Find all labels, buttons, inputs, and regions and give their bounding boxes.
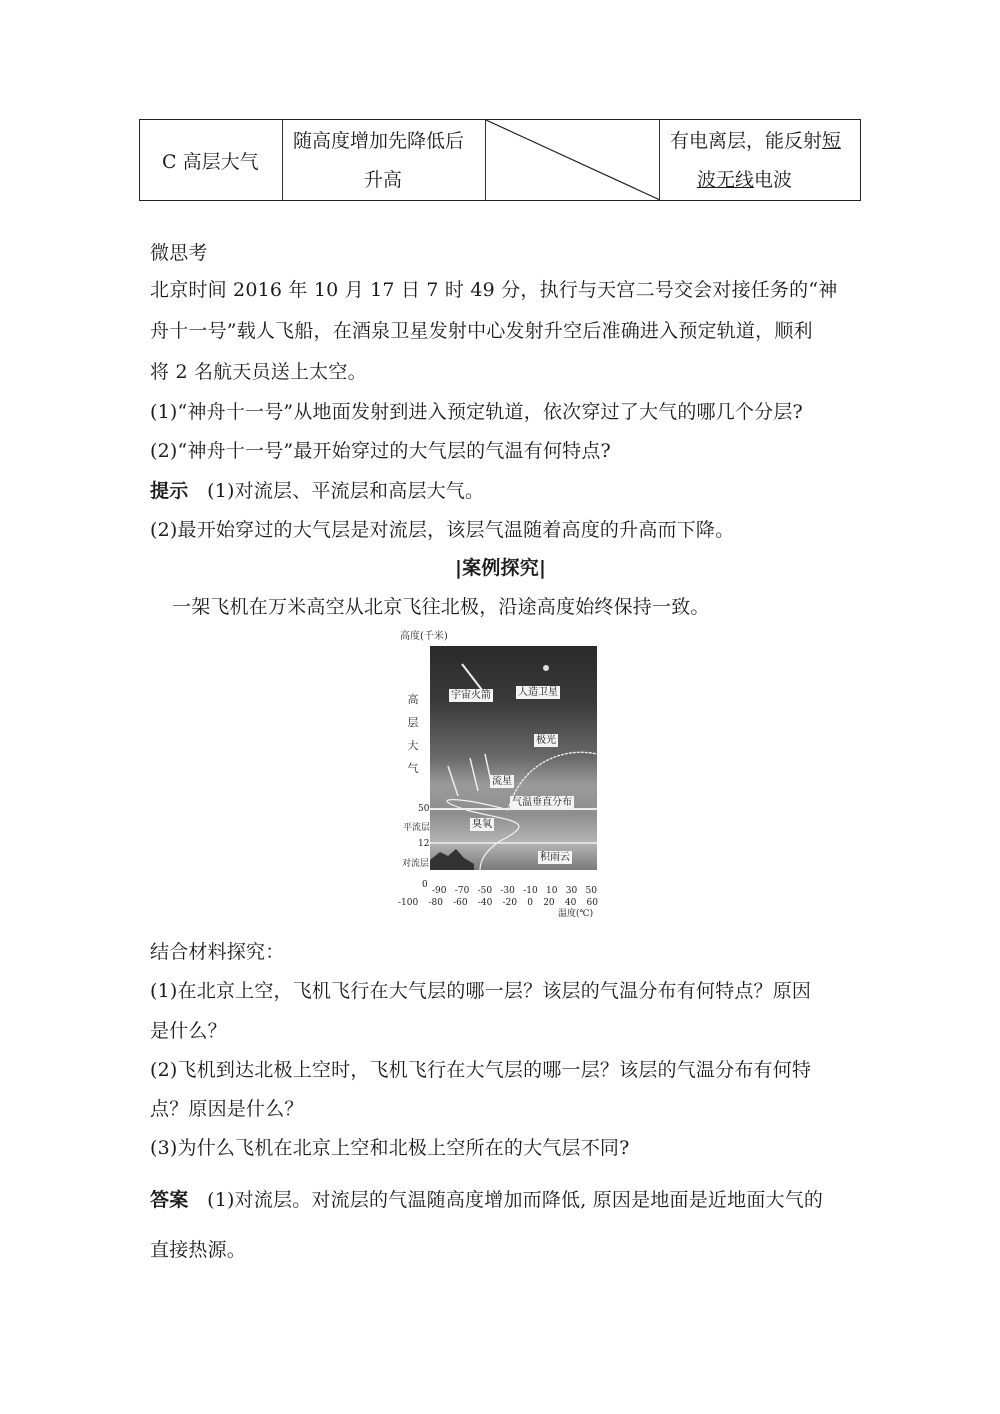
layer-name: C 高层大气 [162,151,259,173]
temperature-text-2: 升高 [364,169,403,191]
paragraph-line: 将 2 名航天员送上太空。 [150,361,367,383]
paragraph-line: 北京时间 2016 年 10 月 17 日 7 时 49 分，执行与天宫二号交会对接任务的“神 [150,279,838,301]
upper-layer-label: 高 层 大 气 [407,693,419,775]
label-temp-profile: 气温垂直分布 [512,797,572,808]
cell-empty-diagonal [485,120,659,200]
label-ozone: 臭氧 [472,819,492,830]
answer-line: 答案 (1)对流层。对流层的气温随高度增加而降低, 原因是地面是近地面大气的 [150,1189,824,1211]
figure-image [430,646,597,870]
diagonal-line-icon [486,120,660,200]
y-tick: 50 [418,804,430,814]
answer-label: 答案 [150,1189,189,1211]
temperature-text-1: 随高度增加先降低后 [293,130,465,152]
question-line: (2)“神舟十一号”最开始穿过的大气层的气温有何特点? [150,440,611,462]
label-aurora: 极光 [536,735,556,746]
stratosphere-label: 平流层 [403,823,431,833]
cell-temperature [282,120,485,200]
question-line: (1)“神舟十一号”从地面发射到进入预定轨道，依次穿过了大气的哪几个分层? [150,401,803,423]
hint-line: (2)最开始穿过的大气层是对流层，该层气温随着高度的升高而下降。 [150,519,735,541]
hint-label: 提示 [150,480,189,502]
x-axis-title: 温度(℃) [558,909,594,919]
hint-line: 提示 (1)对流层、平流层和高层大气。 [150,480,485,502]
explore-heading: 结合材料探究： [150,941,285,963]
x-ticks-bottom: -100 -80 -60 -40 -20 0 20 40 60 [398,898,598,908]
explore-line: 点？原因是什么？ [150,1098,304,1120]
explore-line: (3)为什么飞机在北京上空和北极上空所在的大气层不同? [150,1137,630,1159]
y-tick: 0 [422,880,428,890]
cell-features [659,120,861,200]
troposphere-label: 对流层 [402,859,430,869]
answer-line-2: 直接热源。 [150,1239,247,1261]
cell-layer [139,120,282,200]
y-tick: 12 [418,839,430,849]
label-meteor: 流星 [492,776,512,787]
case-study-heading: |案例探究| [455,557,547,579]
temperature-profile-icon [430,646,597,870]
features-text-1: 有电离层，能反射短 [670,130,842,152]
explore-line: 是什么？ [150,1020,227,1042]
micro-think-heading: 微思考 [150,242,208,264]
case-study-intro: 一架飞机在万米高空从北京飞往北极，沿途高度始终保持一致。 [172,596,710,618]
atmosphere-layers-figure [398,628,610,920]
label-satellite: 人造卫星 [518,687,558,698]
layer-table-row [139,119,861,201]
explore-line: (1)在北京上空，飞机飞行在大气层的哪一层？该层的气温分布有何特点？原因 [150,980,812,1002]
label-rocket: 宇宙火箭 [451,690,491,701]
explore-line: (2)飞机到达北极上空时，飞机飞行在大气层的哪一层？该层的气温分布有何特 [150,1059,812,1081]
paragraph-line: 舟十一号”载人飞船，在酒泉卫星发射中心发射升空后准确进入预定轨道，顺利 [150,320,813,342]
label-cumulonimbus: 积雨云 [540,852,570,863]
x-ticks-top: -90 -70 -50 -30 -10 10 30 50 [432,886,597,896]
features-text-2: 波无线电波 [697,169,793,191]
y-axis-title: 高度(千米) [400,631,448,642]
